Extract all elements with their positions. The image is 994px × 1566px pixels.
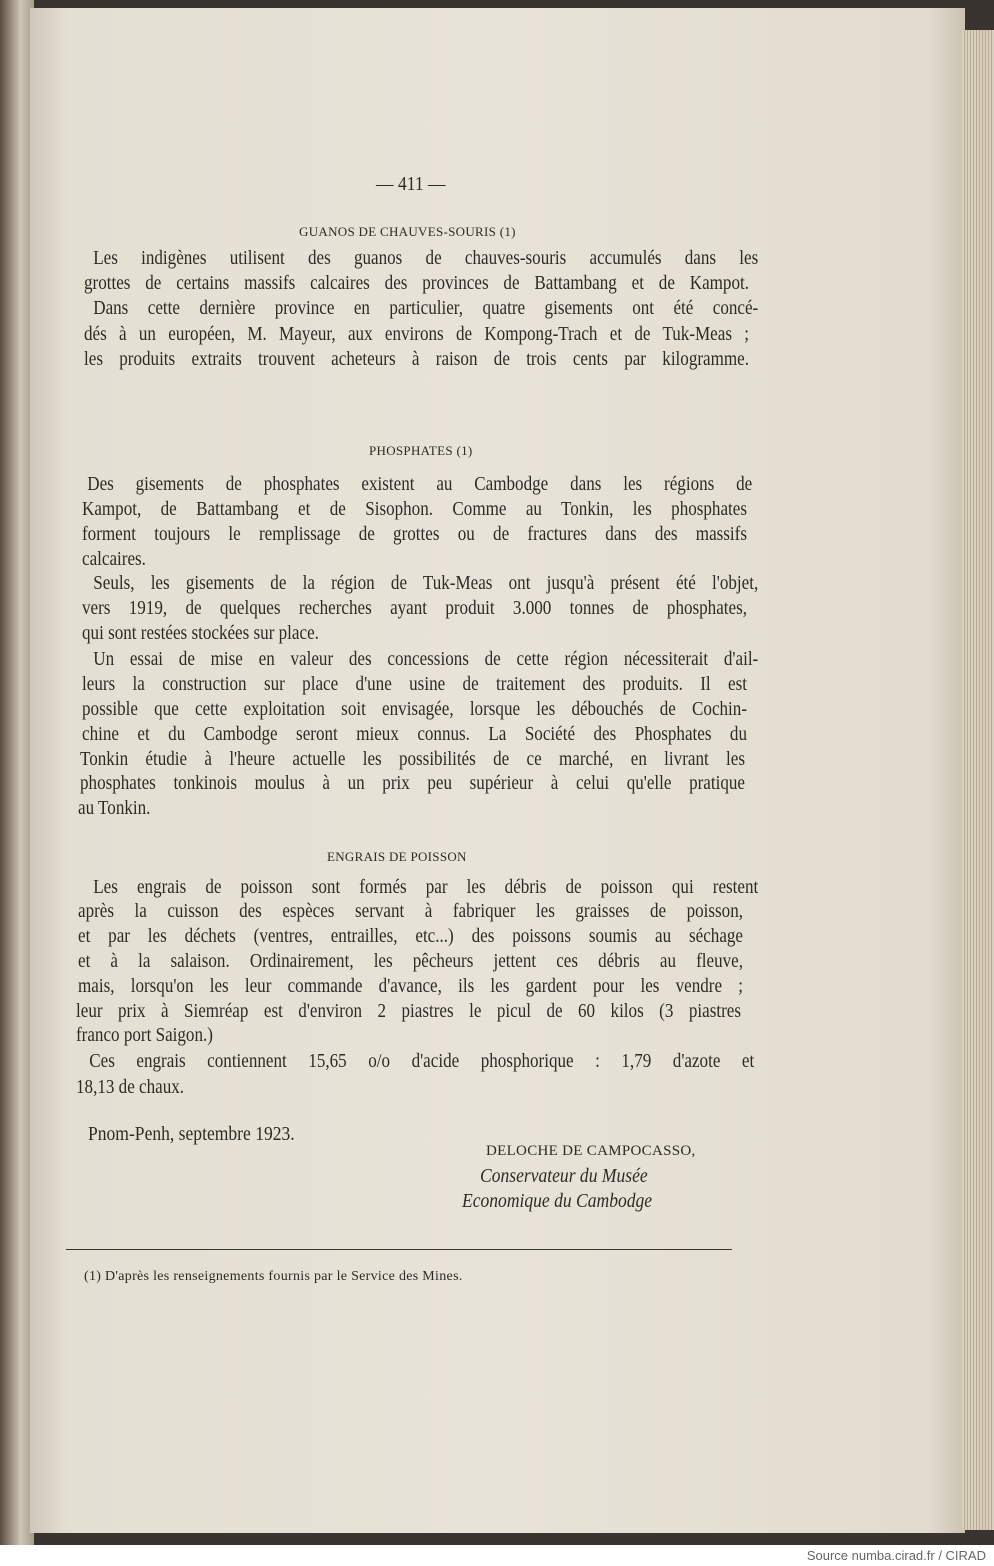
footnote: (1) D'après les renseignements fournis par le Service des Mines. (84, 1269, 463, 1284)
text-line: après la cuisson des espèces servant à fabriquer les graisses de poisson, (78, 901, 743, 922)
text-line: grottes de certains massifs calcaires des provinces de Battambang et de Kampot. (84, 273, 749, 294)
text-line: possible que cette exploitation soit envisagée, lorsque les débouchés de Cochin- (82, 699, 747, 720)
text-line: 18,13 de chaux. (76, 1077, 185, 1098)
signature-title-1: Conservateur du Musée (480, 1166, 648, 1187)
section-heading-guanos: GUANOS DE CHAUVES-SOURIS (1) (299, 224, 516, 239)
footnote-rule (66, 1249, 732, 1250)
page-number: — 411 — (376, 174, 446, 195)
text-line: Tonkin étudie à l'heure actuelle les possibilités de ce marché, en livrant les (80, 749, 745, 770)
text-line: forment toujours le remplissage de grottes ou de fractures dans des massifs (82, 524, 747, 545)
text-line: Les engrais de poisson sont formés par les débris de poisson qui restent (93, 877, 759, 898)
signature-title-2: Economique du Cambodge (462, 1191, 653, 1212)
signature-name: DELOCHE DE CAMPOCASSO, (486, 1143, 696, 1159)
text-line: dés à un européen, M. Mayeur, aux environs de Kompong-Trach et de Tuk-Meas ; (84, 324, 749, 345)
text-line: leurs la construction sur place d'une usine de traitement des produits. Il est (82, 674, 747, 695)
text-line: Des gisements de phosphates existent au Cambodge dans les régions de (87, 474, 753, 495)
text-line: Un essai de mise en valeur des concessions de cette région nécessiterait d'ail- (93, 649, 759, 670)
text-line: au Tonkin. (78, 798, 151, 819)
text-line: mais, lorsqu'on les leur commande d'avance, ils les gardent pour les vendre ; (78, 976, 743, 997)
text-line: franco port Saigon.) (76, 1025, 213, 1046)
text-line: qui sont restées stockées sur place. (82, 623, 319, 644)
section-heading-engrais: ENGRAIS DE POISSON (327, 849, 467, 864)
text-line: et à la salaison. Ordinairement, les pêcheurs jettent ces débris au fleuve, (78, 951, 743, 972)
text-line: phosphates tonkinois moulus à un prix peu supérieur à celui qu'elle pratique (80, 773, 745, 794)
text-line: Seuls, les gisements de la région de Tuk-Meas ont jusqu'à présent été l'objet, (93, 573, 759, 594)
text-line: et par les déchets (ventres, entrailles, etc...) des poissons soumis au séchage (78, 926, 743, 947)
text-line: Ces engrais contiennent 15,65 o/o d'acide phosphorique : 1,79 d'azote et (89, 1051, 755, 1072)
text-line: les produits extraits trouvent acheteurs à raison de trois cents par kilogramme. (84, 349, 749, 370)
text-line: Kampot, de Battambang et de Sisophon. Comme au Tonkin, les phosphates (82, 499, 747, 520)
page-edges (962, 30, 994, 1530)
text-line: Les indigènes utilisent des guanos de chauves-souris accumulés dans les (93, 248, 759, 269)
facing-page-edge (0, 0, 34, 1545)
dateline: Pnom-Penh, septembre 1923. (88, 1124, 295, 1145)
section-heading-phosphates: PHOSPHATES (1) (369, 443, 473, 458)
text-line: Dans cette dernière province en particulier, quatre gisements ont été concé- (93, 298, 759, 319)
text-line: vers 1919, de quelques recherches ayant produit 3.000 tonnes de phosphates, (82, 598, 747, 619)
text-line: chine et du Cambodge seront mieux connus. La Société des Phosphates du (82, 724, 747, 745)
text-line: leur prix à Siemréap est d'environ 2 piastres le picul de 60 kilos (3 piastres (76, 1001, 741, 1022)
text-line: calcaires. (82, 549, 146, 570)
source-credit: Source numba.cirad.fr / CIRAD (806, 1548, 986, 1563)
